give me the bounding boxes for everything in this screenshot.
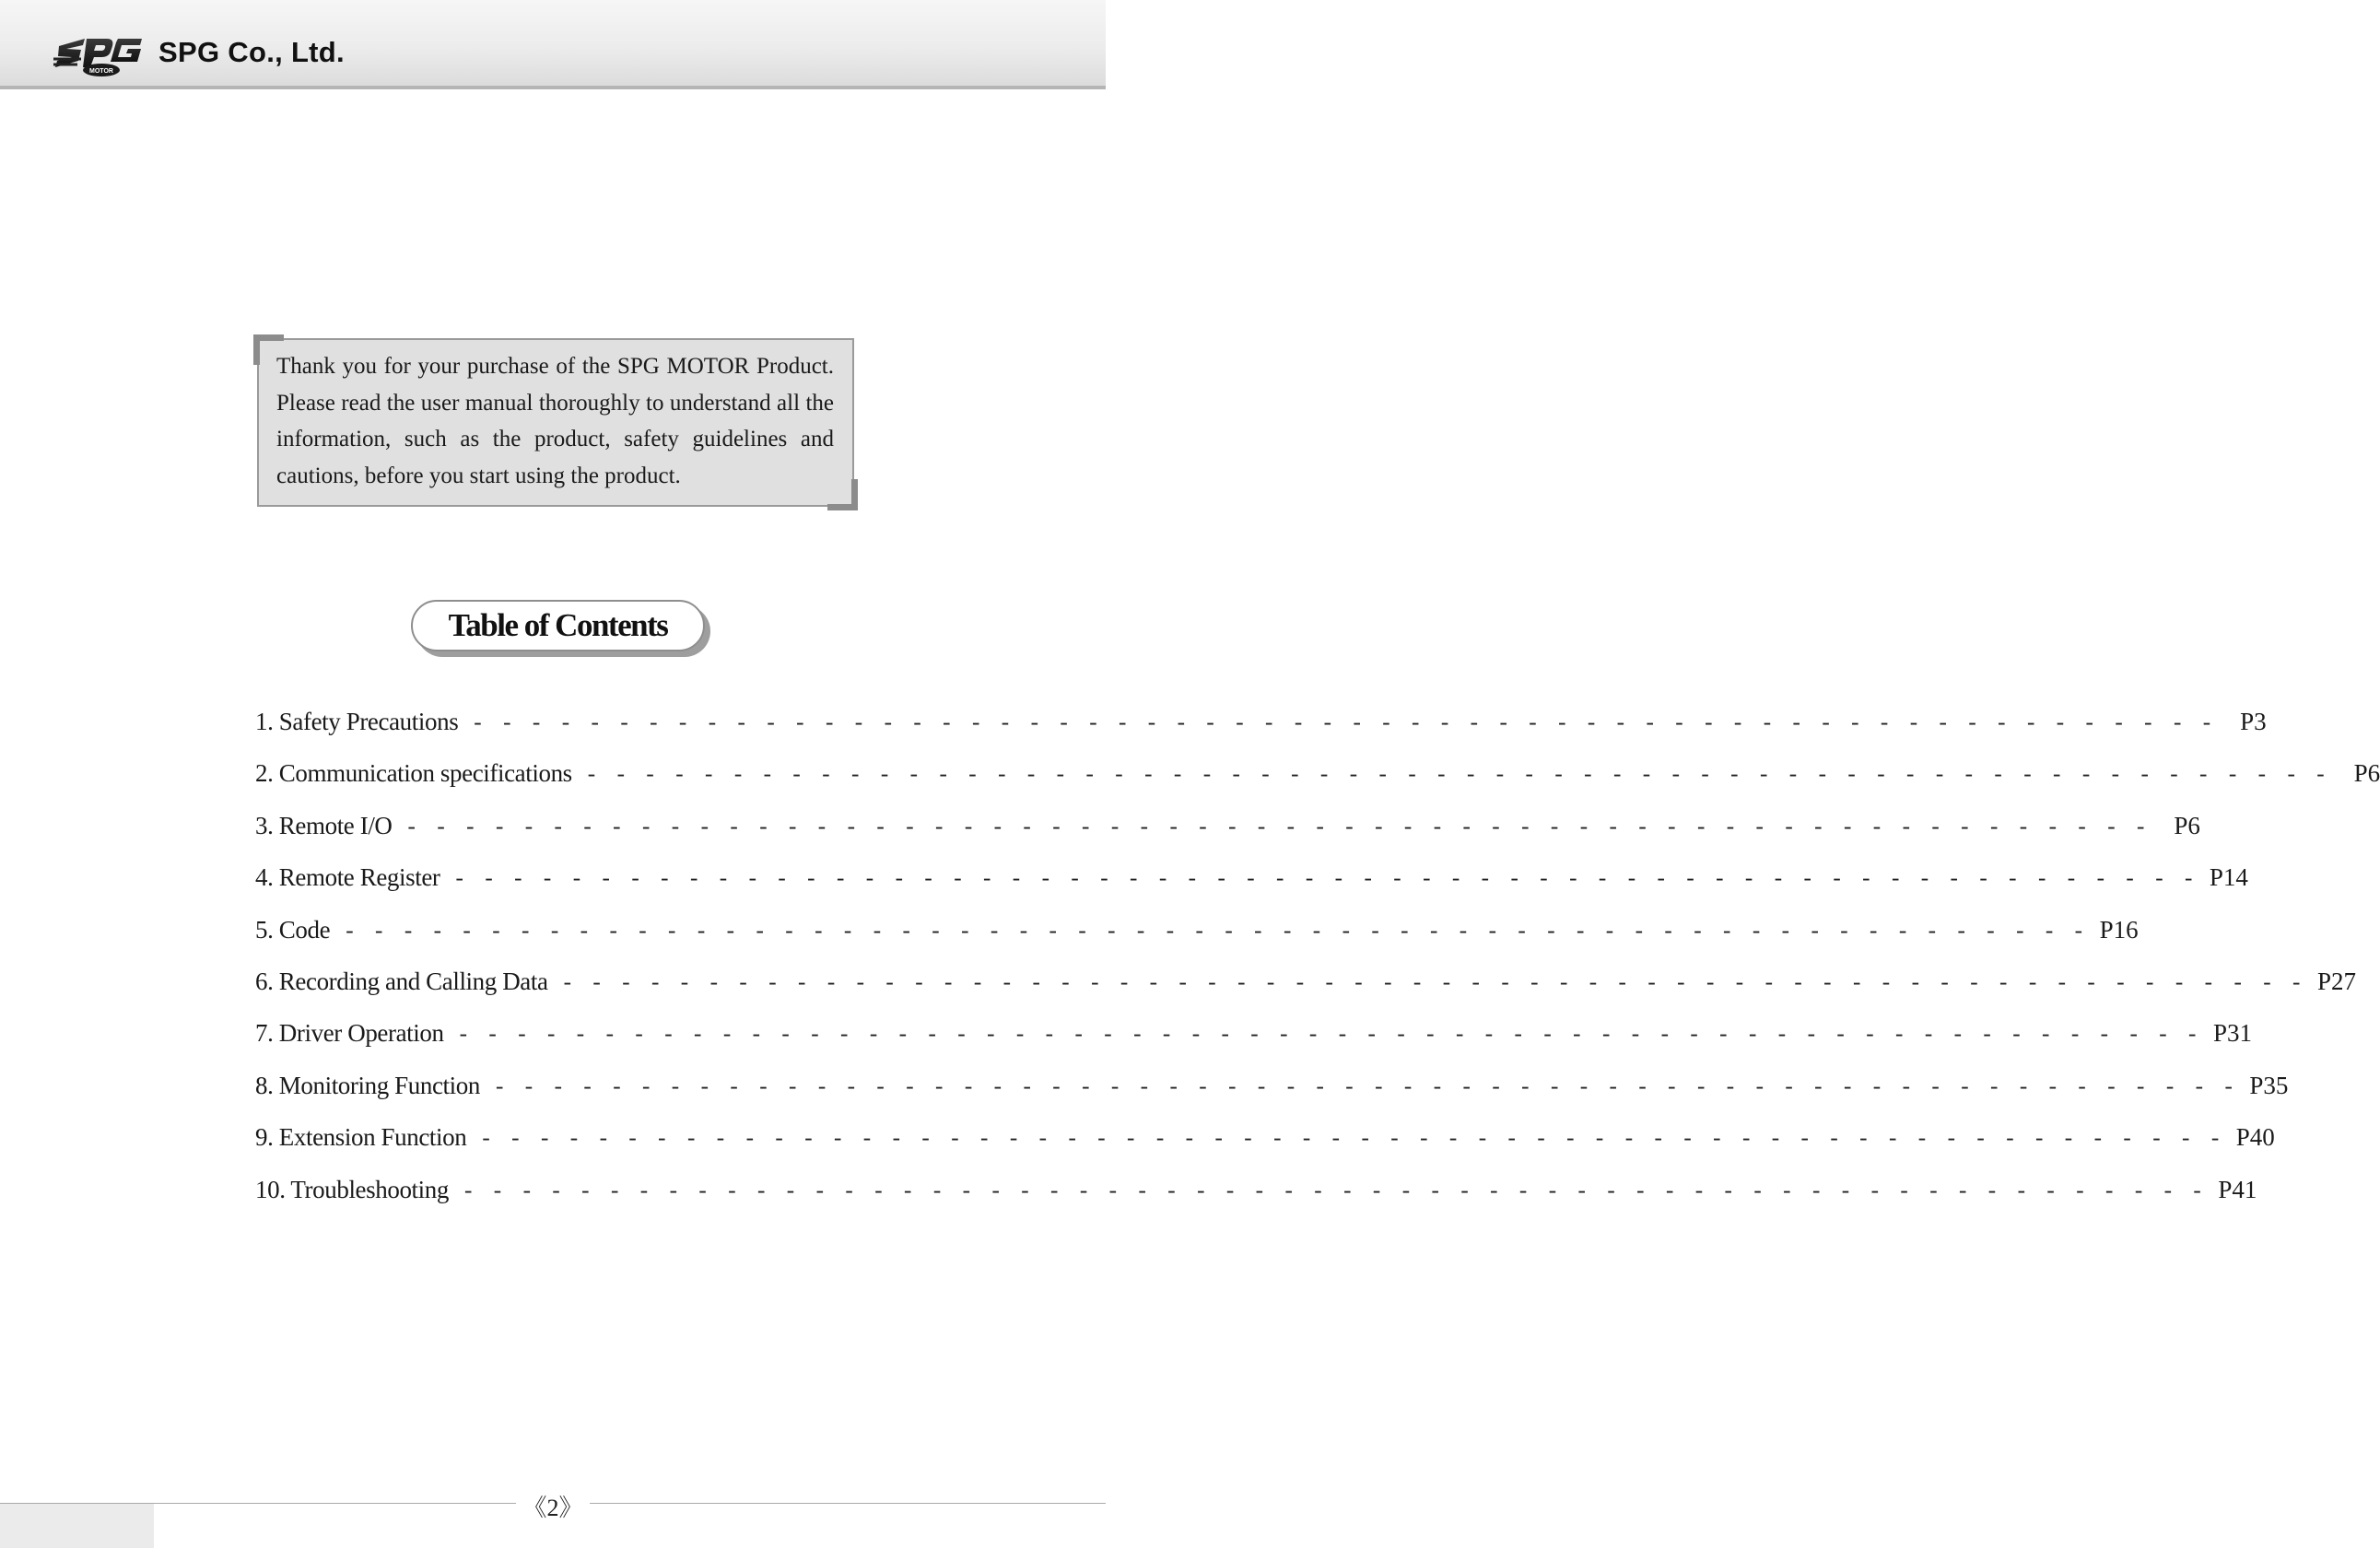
toc-item-label: 1. Safety Precautions	[255, 708, 459, 735]
logo-motor-text: MOTOR	[89, 68, 113, 75]
toc-item-label: 7. Driver Operation	[255, 1019, 444, 1048]
toc-item[interactable]	[255, 1123, 2275, 1175]
spg-motor-logo	[53, 37, 144, 77]
toc-dot-leader: - - - - - - - - - - - - - - - - - - - - - - - - - - - - - - - - - - - - - - - - - - - - - - - - - - - - - - - - - - - -	[404, 815, 2149, 841]
toc-item-label: 10. Troubleshooting	[255, 1175, 449, 1203]
toc-item-page: P16	[2099, 915, 2139, 944]
toc-item[interactable]	[255, 1071, 2289, 1123]
toc-dot-leader: - - - - - - - - - - - - - - - - - - - - - - - - - - - - - - - - - - - - - - - - - - - - - - - - - - - - - - - - - - - -	[343, 920, 2087, 945]
toc-item-label: 5. Code	[255, 915, 331, 944]
toc-item[interactable]	[255, 811, 2200, 863]
page-header	[0, 0, 1106, 89]
toc-item-page: P31	[2212, 1019, 2252, 1048]
toc-item[interactable]	[255, 967, 2356, 1019]
toc-list	[255, 708, 2380, 1227]
toc-dot-leader: - - - - - - - - - - - - - - - - - - - - - - - - - - - - - - - - - - - - - - - - - - - - - - - - - - - - - - - - - - - -	[584, 764, 2329, 790]
toc-item[interactable]	[255, 1019, 2252, 1071]
toc-item-label: 4. Remote Register	[255, 863, 440, 892]
toc-item[interactable]	[255, 863, 2248, 915]
toc-item-page: P41	[2218, 1175, 2257, 1203]
toc-item-label: 2. Communication specifications	[255, 759, 572, 788]
toc-item-label: 3. Remote I/O	[255, 811, 393, 839]
toc-item[interactable]	[255, 708, 2267, 759]
toc-dot-leader: - - - - - - - - - - - - - - - - - - - - - - - - - - - - - - - - - - - - - - - - - - - - - - - - - - - - - - - - - - - -	[471, 712, 2215, 737]
toc-dot-leader: - - - - - - - - - - - - - - - - - - - - - - - - - - - - - - - - - - - - - - - - - - - - - - - - - - - - - - - - - - - -	[479, 1128, 2223, 1154]
toc-dot-leader: - - - - - - - - - - - - - - - - - - - - - - - - - - - - - - - - - - - - - - - - - - - - - - - - - - - - - - - - - - - -	[492, 1075, 2237, 1101]
toc-dot-leader: - - - - - - - - - - - - - - - - - - - - - - - - - - - - - - - - - - - - - - - - - - - - - - - - - - - - - - - - - - - -	[456, 1024, 2200, 1050]
notice-text: Thank you for your purchase of the SPG MOTOR Product. Please read the user manual thoroughly to understand all the information, such as the product, safety guidelines and cautions, before you start using the product.	[276, 354, 834, 488]
toc-dot-leader: - - - - - - - - - - - - - - - - - - - - - - - - - - - - - - - - - - - - - - - - - - - - - - - - - - - - - - - - - - - -	[452, 868, 2197, 894]
toc-item-page: P3	[2240, 708, 2267, 735]
toc-item-page: P14	[2209, 863, 2248, 892]
footer-tab	[0, 1504, 154, 1548]
toc-item[interactable]	[255, 1175, 2257, 1227]
toc-item[interactable]	[255, 915, 2139, 968]
page-number: 《2》	[522, 1495, 583, 1521]
toc-item[interactable]	[255, 759, 2380, 811]
toc-item-page: P6	[2353, 759, 2380, 788]
toc-item-page: P40	[2235, 1123, 2275, 1152]
toc-item-page: P35	[2249, 1071, 2289, 1099]
toc-item-page: P6	[2174, 811, 2200, 839]
toc-item-page: P27	[2316, 967, 2356, 995]
footer-rule-right	[590, 1503, 1106, 1504]
toc-item-label: 9. Extension Function	[255, 1123, 467, 1152]
toc-item-label: 8. Monitoring Function	[255, 1071, 480, 1099]
toc-item-label: 6. Recording and Calling Data	[255, 967, 548, 995]
toc-dot-leader: - - - - - - - - - - - - - - - - - - - - - - - - - - - - - - - - - - - - - - - - - - - - - - - - - - - - - - - - - - - -	[461, 1179, 2206, 1205]
company-name: SPG Co., Ltd.	[158, 36, 345, 68]
toc-dot-leader: - - - - - - - - - - - - - - - - - - - - - - - - - - - - - - - - - - - - - - - - - - - - - - - - - - - - - - - - - - - -	[560, 971, 2304, 997]
toc-title: Table of Contents	[448, 607, 668, 643]
